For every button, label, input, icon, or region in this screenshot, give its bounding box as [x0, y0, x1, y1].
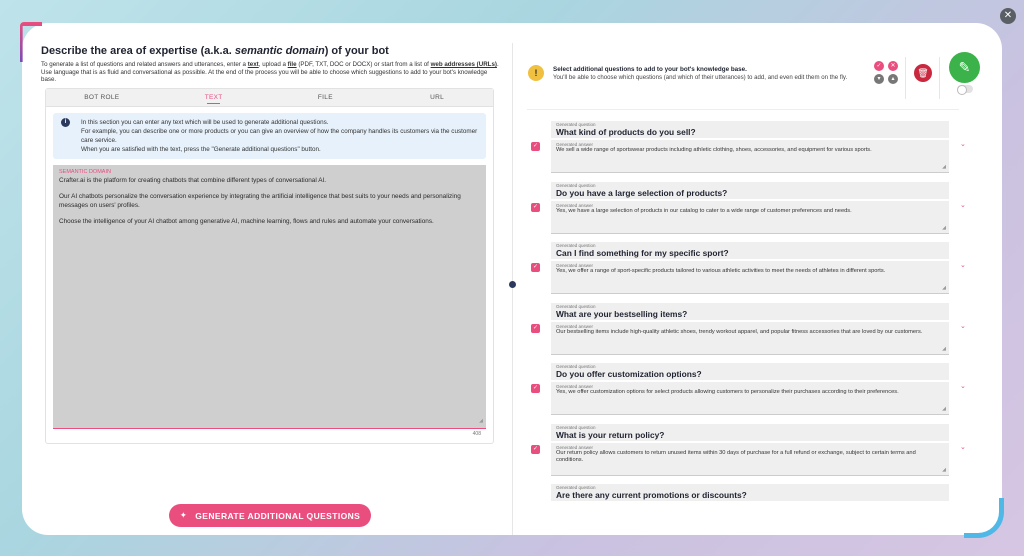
chevron-down-icon[interactable]: ⌄: [960, 141, 966, 148]
expand-all-icon[interactable]: ▾: [874, 74, 884, 84]
header-separator: [905, 57, 906, 99]
checkbox-checked[interactable]: ✓: [532, 143, 539, 149]
header-separator: [939, 57, 940, 99]
generate-button-label: GENERATE ADDITIONAL QUESTIONS: [195, 510, 361, 521]
chevron-down-icon[interactable]: ⌄: [960, 383, 966, 390]
question-field[interactable]: [551, 484, 949, 501]
deselect-all-icon[interactable]: ✕: [888, 61, 898, 71]
header-divider: [527, 109, 959, 110]
info-box: [53, 113, 486, 159]
question-text: What is your return policy?: [556, 429, 665, 440]
question-text: Do you have a large selection of products?: [556, 187, 728, 198]
question-text: Do you offer customization options?: [556, 369, 702, 379]
resize-handle-icon[interactable]: ◢: [942, 345, 946, 352]
qa-item: [528, 182, 973, 243]
warning-icon: !: [528, 65, 544, 81]
question-label: Generated question: [556, 424, 596, 430]
checkbox-checked[interactable]: ✓: [532, 445, 539, 452]
question-field[interactable]: [551, 182, 949, 199]
question-label: Generated question: [556, 364, 596, 369]
intro-text: To generate a list of questions and related answers and utterances, enter a text, upload a file (PDF, TXT, DOC or DOCX) or start from a list of web addresses (URLs). Use language that is as fluid and conversational as possible. At the end of the process you will be able to choose which suggestions to add to your bot's knowledge base.: [41, 61, 499, 84]
generated-qa-list: [528, 121, 973, 535]
tab-bar: [46, 89, 493, 107]
question-field[interactable]: [551, 121, 949, 138]
selection-title: Select additional questions to add to your bot's knowledge base.: [553, 66, 747, 73]
textarea-paragraph: Our AI chatbots personalize the conversation experience by integrating the artificial intelligence that best suits to your needs and personalizing messages on users' profiles.: [59, 193, 461, 209]
question-field[interactable]: [551, 303, 949, 320]
question-label: Generated question: [556, 243, 596, 248]
question-field[interactable]: [551, 242, 949, 259]
question-text: Are there any current promotions or discounts?: [556, 490, 747, 500]
answer-field[interactable]: [551, 322, 949, 355]
add-to-knowledge-base-icon[interactable]: ✎: [949, 52, 980, 83]
textarea-paragraph: Choose the intelligence of your AI chatbot among generative AI, machine learning, flows and rules and automate your conversations.: [59, 218, 434, 226]
answer-field[interactable]: [551, 261, 949, 294]
answer-text: Our bestselling items include high-quality athletic shoes, trendy workout apparel, and popular fitness accessories that are loved by our customers.: [556, 328, 923, 335]
trash-icon[interactable]: 🗑: [914, 64, 932, 82]
qa-item: [528, 121, 973, 182]
left-column: [41, 45, 499, 84]
page-title: Describe the area of expertise (a.k.a. semantic domain) of your bot: [41, 45, 389, 57]
collapse-all-icon[interactable]: ▴: [888, 74, 898, 84]
text-link[interactable]: text: [247, 61, 259, 68]
answer-text: Yes, we have a large selection of products in our catalog to cater to a wide range of customer preferences and needs.: [556, 207, 852, 214]
question-label: Generated question: [556, 182, 596, 188]
selection-subtitle: You'll be able to choose which questions (and which of their utterances) to add, and even edit them on the fly.: [553, 74, 848, 81]
info-icon: i: [61, 118, 70, 127]
input-panel: [45, 88, 494, 444]
resize-handle-icon[interactable]: ◢: [942, 406, 946, 412]
file-link[interactable]: file: [287, 61, 297, 68]
qa-item: [528, 484, 973, 535]
tab-url[interactable]: URL: [430, 94, 445, 101]
textarea-paragraph: Crafter.ai is the platform for creating chatbots that combine different types of conversational AI.: [59, 176, 327, 184]
textarea-label: SEMANTIC DOMAIN: [59, 169, 111, 175]
toggle-switch[interactable]: [957, 85, 973, 93]
resize-handle-icon[interactable]: ◢: [942, 466, 946, 473]
info-line: In this section you can enter any text which will be used to generate additional questions.: [81, 119, 329, 126]
question-field[interactable]: [551, 424, 949, 441]
resize-handle-icon[interactable]: ◢: [942, 164, 946, 170]
web-addresses-link[interactable]: web addresses (URLs): [430, 61, 497, 68]
tab-file[interactable]: FILE: [317, 94, 333, 101]
checkbox-checked[interactable]: ✓: [532, 324, 539, 331]
sparkle-icon: ✦: [179, 510, 188, 520]
checkbox-checked[interactable]: ✓: [532, 264, 539, 270]
checkbox-checked[interactable]: ✓: [532, 203, 539, 210]
qa-item: [528, 242, 973, 303]
answer-label: Generated answer: [556, 323, 594, 329]
resize-handle-icon[interactable]: ◢: [942, 285, 946, 291]
chevron-down-icon[interactable]: ⌄: [960, 201, 966, 209]
info-line: For example, you can describe one or more products or you can give an overview of how the company handles its customers via the customer care service.: [81, 128, 478, 144]
chevron-down-icon[interactable]: ⌄: [960, 322, 966, 330]
divider-handle[interactable]: [509, 281, 516, 288]
qa-item: [528, 424, 973, 485]
question-label: Generated question: [556, 485, 596, 490]
answer-field[interactable]: [551, 201, 949, 234]
question-label: Generated question: [556, 122, 596, 127]
tab-text[interactable]: TEXT: [158, 89, 270, 106]
answer-text: Yes, we offer a range of sport-specific products tailored to various athletic activities to meet the needs of athletes in different sports.: [556, 268, 886, 274]
answer-label: Generated answer: [556, 202, 594, 208]
answer-text: Our return policy allows customers to return unused items within 30 days of purchase for a full refund or exchange, subject to certain terms and conditions.: [556, 449, 916, 464]
answer-field[interactable]: [551, 382, 949, 415]
question-text: Can I find something for my specific sport?: [556, 248, 729, 258]
generate-questions-button[interactable]: [169, 504, 371, 527]
question-label: Generated question: [556, 303, 596, 309]
resize-handle-icon[interactable]: ◢: [479, 418, 483, 425]
question-text: What kind of products do you sell?: [556, 127, 696, 137]
answer-label: Generated answer: [556, 263, 594, 268]
answer-field[interactable]: [551, 140, 949, 173]
chevron-down-icon[interactable]: ⌄: [960, 262, 966, 269]
right-header: [526, 49, 980, 109]
char-count: 408: [472, 431, 481, 437]
corner-decoration-bottom-right: [964, 498, 1004, 538]
answer-label: Generated answer: [556, 384, 594, 389]
resize-handle-icon[interactable]: ◢: [942, 224, 946, 231]
answer-text: Yes, we offer customization options for select products allowing customers to personalize their purchases according to their preferences.: [556, 389, 899, 395]
select-all-icon[interactable]: ✓: [874, 61, 884, 71]
answer-label: Generated answer: [556, 142, 594, 147]
qa-item: [528, 363, 973, 424]
qa-item: [528, 303, 973, 364]
checkbox-checked[interactable]: ✓: [532, 385, 539, 391]
question-text: What are your bestselling items?: [556, 308, 688, 319]
answer-label: Generated answer: [556, 444, 594, 450]
tab-bot-role[interactable]: BOT ROLE: [84, 94, 120, 101]
answer-text: We sell a wide range of sportswear products including athletic clothing, shoes, accessories, and equipment for various sports.: [556, 147, 872, 153]
answer-field[interactable]: [551, 443, 949, 476]
column-divider: [512, 43, 513, 535]
close-icon[interactable]: ✕: [1000, 8, 1016, 24]
semantic-domain-textarea[interactable]: [53, 165, 486, 429]
info-line: When you are satisfied with the text, press the "Generate additional questions" button.: [81, 146, 321, 153]
chevron-down-icon[interactable]: ⌄: [960, 443, 966, 451]
question-field[interactable]: [551, 363, 949, 380]
